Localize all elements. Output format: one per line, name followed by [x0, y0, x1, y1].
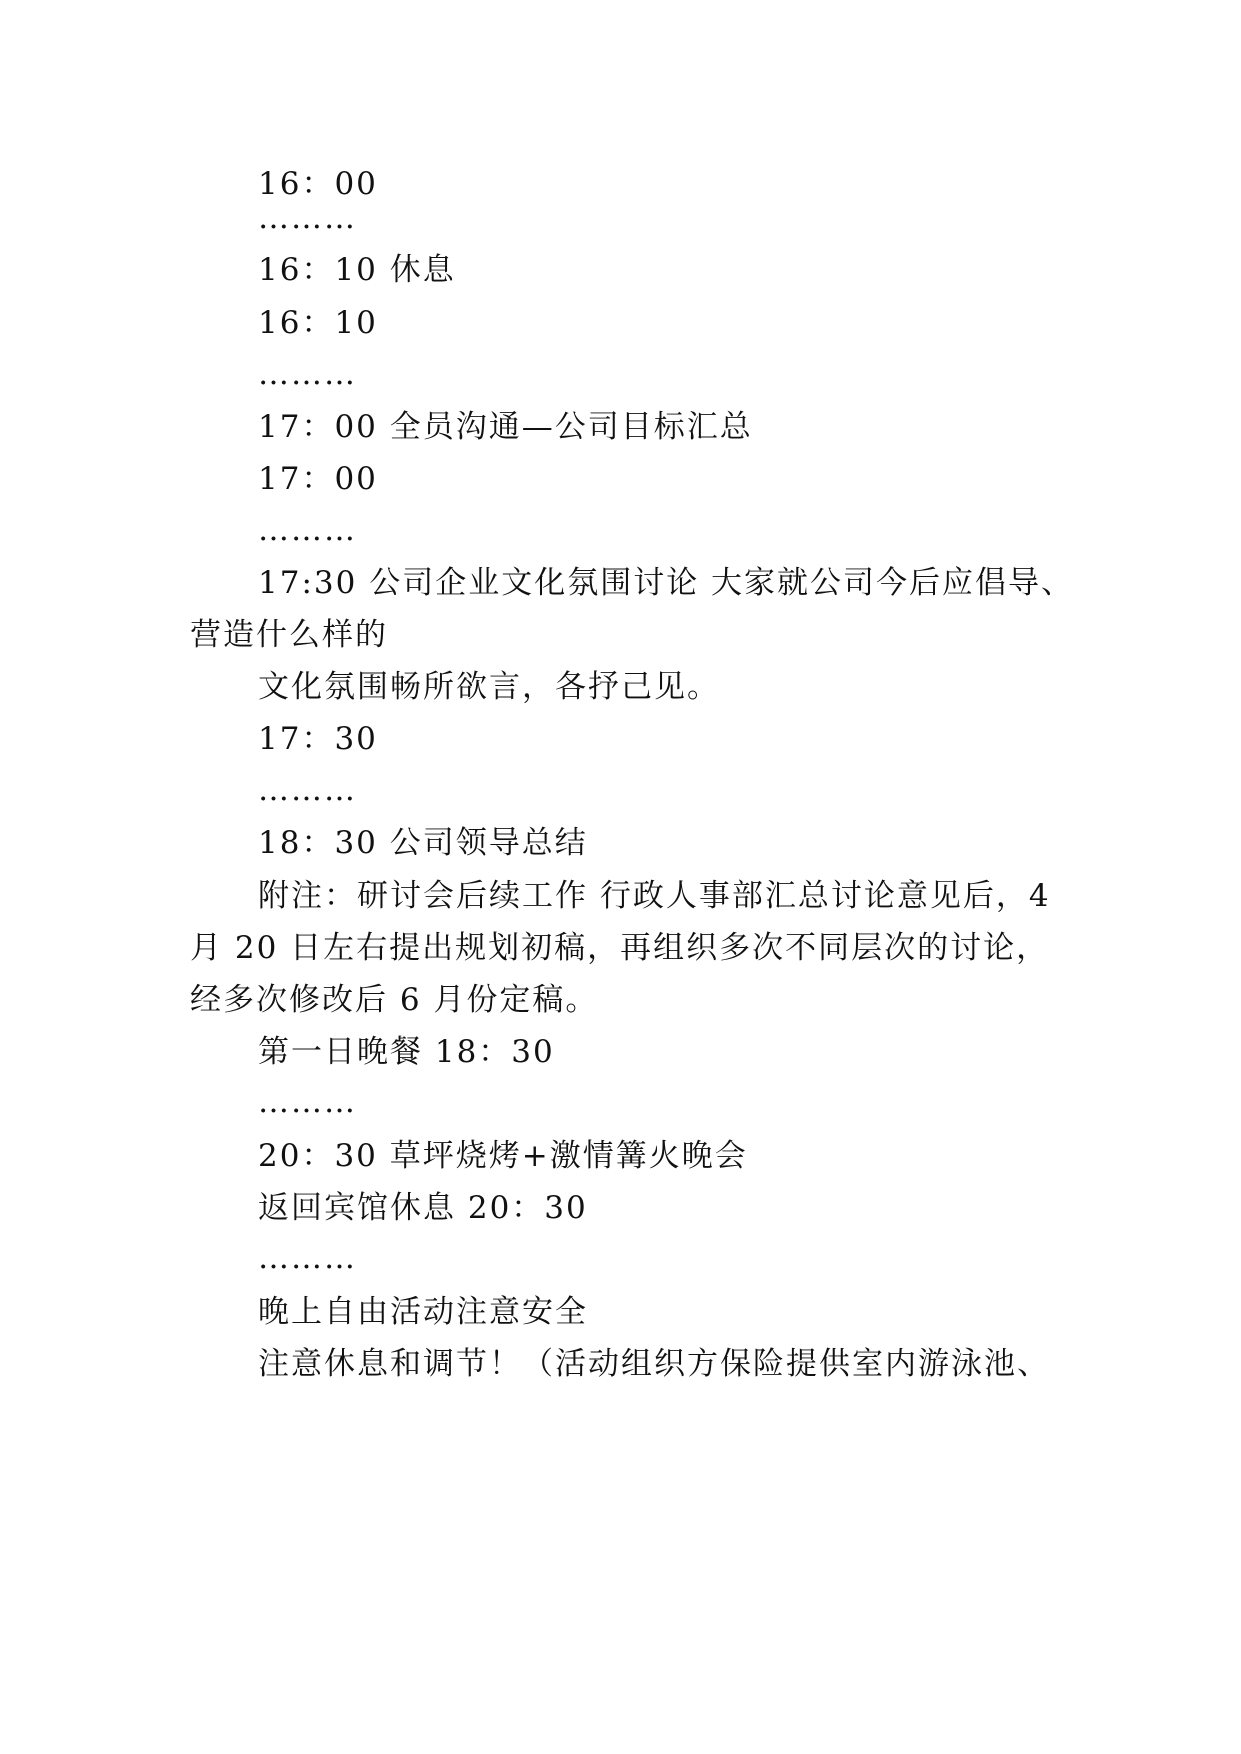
ellipsis-line: ……… [258, 772, 357, 808]
schedule-item: 返回宾馆休息 20：30 [258, 1190, 588, 1226]
schedule-time: 16：00 [258, 166, 378, 202]
note-continuation: 经多次修改后 6 月份定稿。 [190, 982, 599, 1018]
schedule-item: 第一日晚餐 18：30 [258, 1034, 555, 1070]
schedule-item: 20：30 草坪烧烤+激情篝火晚会 [258, 1138, 748, 1174]
schedule-item: 16：10 休息 [258, 252, 456, 288]
paragraph-continuation: 营造什么样的 [190, 617, 388, 653]
ellipsis-line: ……… [258, 512, 357, 548]
ellipsis-line: ……… [258, 1240, 357, 1276]
schedule-time: 16：10 [258, 305, 378, 341]
paragraph-line: 注意休息和调节！（活动组织方保险提供室内游泳池、 [258, 1346, 1050, 1382]
schedule-item: 17：00 全员沟通—公司目标汇总 [258, 409, 753, 445]
schedule-item: 17:30 公司企业文化氛围讨论 大家就公司今后应倡导、 [258, 565, 1075, 601]
paragraph-line: 文化氛围畅所欲言，各抒己见。 [258, 669, 720, 705]
note-continuation: 月 20 日左右提出规划初稿，再组织多次不同层次的讨论， [190, 930, 1050, 966]
schedule-time: 17：30 [258, 721, 378, 757]
paragraph-line: 晚上自由活动注意安全 [258, 1294, 588, 1330]
note-line: 附注：研讨会后续工作 行政人事部汇总讨论意见后，4 [258, 878, 1051, 914]
schedule-time: 17：00 [258, 461, 378, 497]
schedule-item: 18：30 公司领导总结 [258, 825, 588, 861]
ellipsis-line: ……… [258, 1084, 357, 1120]
ellipsis-line: ……… [258, 200, 357, 236]
ellipsis-line: ……… [258, 356, 357, 392]
